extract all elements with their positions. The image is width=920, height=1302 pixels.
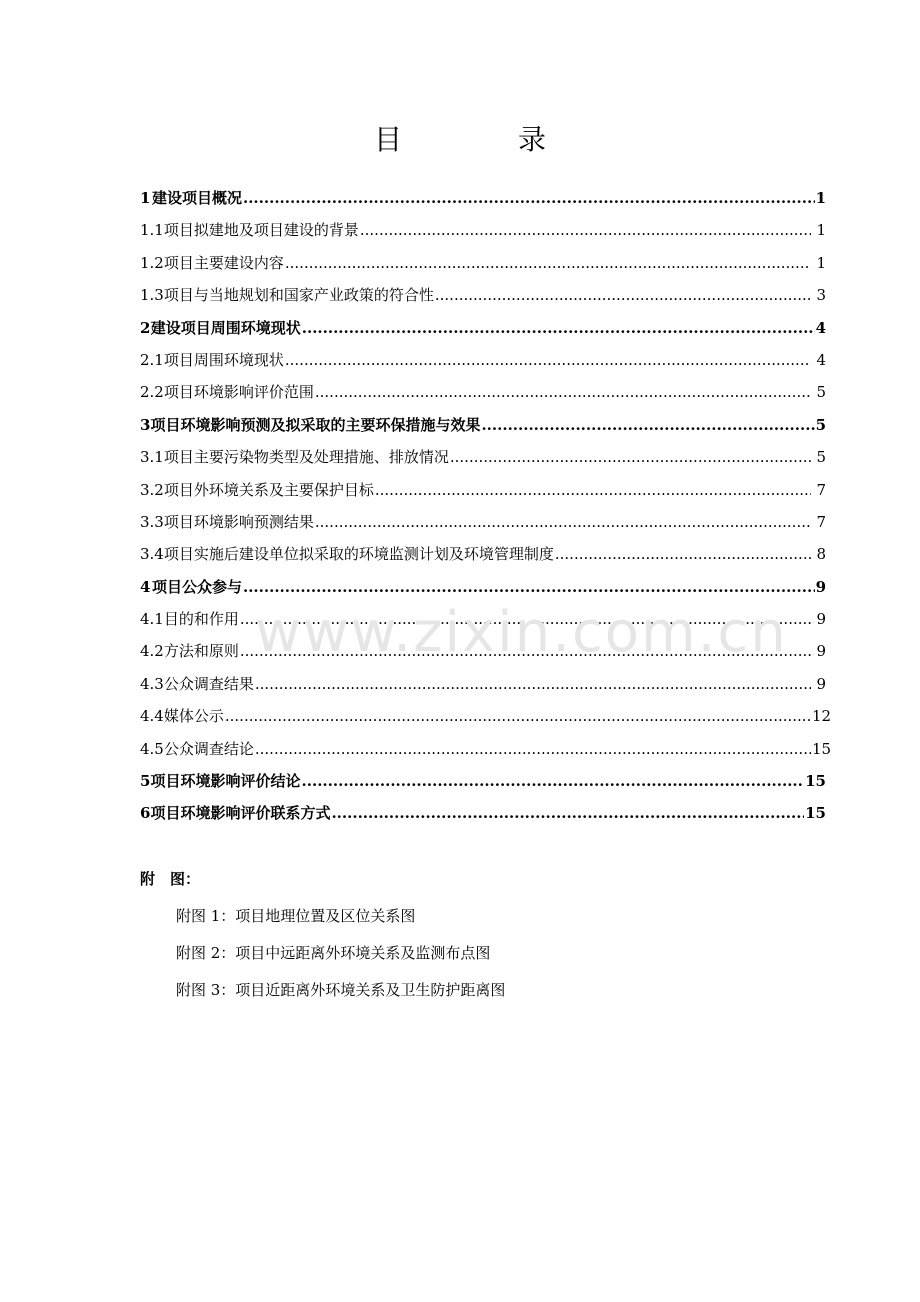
appendix-item-2: 附图 2：项目中远距离外环境关系及监测布点图 — [176, 944, 491, 962]
toc-entry-number: 4 — [140, 577, 151, 596]
toc-entry-number: 3.3 — [140, 512, 164, 531]
toc-entry-number: 2.1 — [140, 350, 164, 369]
toc-entry-page: 9 — [815, 577, 826, 596]
toc-entry-label: 项目环境影响评价范围 — [163, 383, 314, 402]
toc-entry-number: 3.4 — [140, 545, 164, 564]
appendix-item-3: 附图 3：项目近距离外环境关系及卫生防护距离图 — [176, 981, 506, 999]
toc-entry-page: 15 — [812, 739, 832, 758]
toc-leader-dots — [302, 772, 805, 790]
toc-entry[interactable] — [140, 770, 826, 802]
toc-leader-dots — [240, 642, 811, 660]
toc-entry-label: 建设项目概况 — [151, 189, 242, 207]
watermark: www.zixin.com.cn — [255, 600, 788, 665]
toc-leader-dots — [243, 189, 815, 207]
toc-leader-dots — [255, 740, 811, 758]
toc-entry-number: 1.1 — [140, 221, 164, 240]
toc-entry-page: 4 — [816, 350, 826, 369]
toc-entry[interactable] — [140, 414, 826, 446]
toc-entry-number: 4.5 — [140, 739, 164, 758]
toc-leader-dots — [331, 804, 804, 822]
toc-leader-dots — [360, 221, 811, 239]
toc-entry[interactable] — [140, 219, 826, 251]
toc-entry-number: 3.1 — [140, 448, 164, 467]
toc-leader-dots — [302, 319, 815, 337]
toc-entry[interactable] — [140, 284, 826, 316]
toc-entry[interactable] — [140, 446, 826, 478]
toc-entry-number: 4.4 — [140, 707, 164, 726]
toc-entry[interactable] — [140, 252, 826, 284]
page-title: 目 录 — [373, 123, 590, 156]
toc-entry[interactable] — [140, 543, 826, 575]
toc-entry-page: 5 — [816, 383, 826, 402]
toc-entry[interactable] — [140, 381, 826, 413]
toc-entry-label: 项目环境影响预测结果 — [163, 512, 314, 531]
toc-entry-label: 项目主要建设内容 — [163, 253, 284, 272]
toc-entry-page: 15 — [805, 804, 826, 823]
toc-entry[interactable] — [140, 673, 826, 705]
toc-entry[interactable] — [140, 705, 832, 737]
toc-entry-page: 12 — [812, 707, 832, 726]
toc-entry-label: 项目拟建地及项目建设的背景 — [163, 221, 359, 240]
toc-entry[interactable] — [140, 187, 826, 219]
table-of-contents — [140, 187, 832, 835]
toc-entry-number: 4.1 — [140, 610, 164, 629]
toc-entry-page: 9 — [816, 610, 826, 629]
appendix-heading: 附 图： — [140, 870, 201, 888]
toc-entry-label: 项目主要污染物类型及处理措施、排放情况 — [163, 448, 449, 467]
toc-leader-dots — [450, 448, 811, 466]
toc-entry-number: 2.2 — [140, 383, 164, 402]
toc-entry-label: 目的和作用 — [163, 610, 239, 629]
toc-entry[interactable] — [140, 738, 832, 770]
toc-entry-number: 4.2 — [140, 642, 164, 661]
toc-entry-page: 7 — [816, 512, 826, 531]
toc-entry-number: 4.3 — [140, 674, 164, 693]
toc-entry[interactable] — [140, 317, 826, 349]
toc-entry-label: 项目实施后建设单位拟采取的环境监测计划及环境管理制度 — [163, 545, 554, 564]
toc-entry-number: 1.2 — [140, 253, 164, 272]
toc-entry-label: 建设项目周围环境现状 — [150, 318, 301, 337]
toc-entry-label: 项目公众参与 — [151, 577, 242, 596]
toc-leader-dots — [315, 513, 811, 531]
toc-leader-dots — [375, 481, 811, 499]
toc-entry-page: 1 — [816, 221, 826, 240]
toc-entry-label: 公众调查结论 — [163, 739, 254, 758]
toc-entry-number: 5 — [140, 772, 151, 791]
toc-entry-label: 媒体公示 — [163, 707, 224, 726]
toc-entry-number: 2 — [140, 318, 151, 337]
toc-entry[interactable] — [140, 576, 826, 608]
toc-entry[interactable] — [140, 608, 826, 640]
toc-leader-dots — [315, 383, 811, 401]
toc-leader-dots — [285, 351, 811, 369]
toc-entry[interactable] — [140, 802, 826, 834]
toc-entry-label: 项目环境影响评价联系方式 — [150, 804, 331, 823]
toc-entry[interactable] — [140, 640, 826, 672]
toc-entry-page: 15 — [805, 772, 826, 791]
toc-entry-label: 项目环境影响预测及拟采取的主要环保措施与效果 — [150, 415, 481, 434]
toc-leader-dots — [255, 675, 811, 693]
toc-entry-page: 8 — [816, 545, 826, 564]
toc-entry-page: 7 — [816, 480, 826, 499]
toc-entry-label: 项目与当地规划和国家产业政策的符合性 — [163, 286, 434, 305]
appendix-section — [140, 868, 505, 1013]
toc-entry-page: 9 — [816, 642, 826, 661]
toc-entry-label: 方法和原则 — [163, 642, 239, 661]
toc-leader-dots — [481, 416, 814, 434]
toc-entry-number: 3 — [140, 415, 151, 434]
toc-entry-page: 5 — [816, 448, 826, 467]
toc-entry[interactable] — [140, 349, 826, 381]
toc-entry-label: 项目环境影响评价结论 — [150, 772, 301, 791]
toc-leader-dots — [240, 610, 811, 628]
toc-entry-label: 项目外环境关系及主要保护目标 — [163, 480, 374, 499]
toc-entry-number: 3.2 — [140, 480, 164, 499]
toc-entry-number: 1 — [140, 189, 151, 207]
toc-leader-dots — [225, 707, 811, 725]
toc-leader-dots — [555, 545, 811, 563]
toc-entry-label: 项目周围环境现状 — [163, 350, 284, 369]
toc-entry[interactable] — [140, 479, 826, 511]
appendix-item-1: 附图 1：项目地理位置及区位关系图 — [176, 907, 416, 925]
toc-entry-page: 1 — [815, 189, 826, 207]
toc-leader-dots — [285, 254, 811, 272]
toc-entry-page: 1 — [816, 253, 826, 272]
toc-entry-number: 6 — [140, 804, 151, 823]
toc-leader-dots — [243, 578, 815, 596]
toc-leader-dots — [435, 286, 811, 304]
toc-entry-number: 1.3 — [140, 286, 164, 305]
toc-entry-page: 4 — [815, 318, 826, 337]
toc-entry-page: 5 — [815, 415, 826, 434]
toc-entry-page: 3 — [816, 286, 826, 305]
toc-entry-label: 公众调查结果 — [163, 674, 254, 693]
toc-entry-page: 9 — [816, 674, 826, 693]
toc-entry[interactable] — [140, 511, 826, 543]
